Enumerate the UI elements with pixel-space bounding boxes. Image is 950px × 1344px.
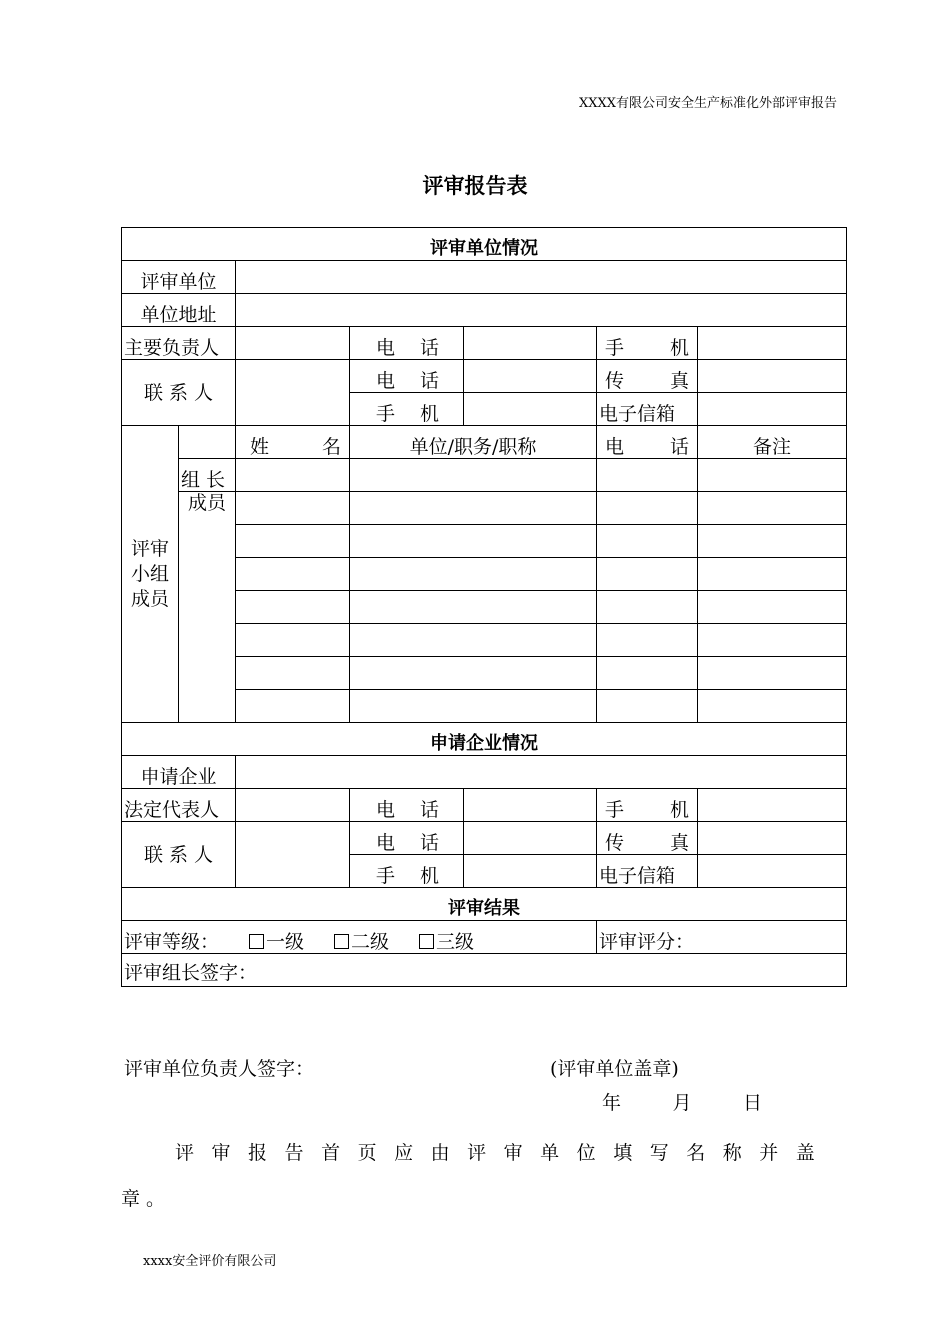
note-char: 页	[357, 1142, 377, 1164]
team-cell[interactable]	[236, 558, 350, 591]
team-cell[interactable]	[597, 624, 698, 657]
members-label: 成员	[179, 492, 236, 723]
company-value[interactable]	[236, 756, 847, 789]
team-cell[interactable]	[698, 624, 847, 657]
applicant-mobile-label: 手 机	[350, 855, 464, 888]
position-header: 单位/职务/职称	[350, 426, 597, 459]
note-char: 填	[613, 1142, 633, 1164]
team-cell[interactable]	[698, 525, 847, 558]
applicant-phone-value[interactable]	[464, 822, 597, 855]
applicant-contact-value[interactable]	[236, 822, 350, 888]
review-level-label: 评审等级：	[124, 931, 220, 953]
legal-rep-mobile-value[interactable]	[698, 789, 847, 822]
team-cell[interactable]	[350, 459, 597, 492]
note-char: 由	[430, 1142, 450, 1164]
team-cell[interactable]	[350, 591, 597, 624]
team-cell[interactable]	[350, 690, 597, 723]
applicant-mobile-value[interactable]	[464, 855, 597, 888]
level-option-2[interactable]: 二级	[334, 931, 389, 953]
contact-email-label: 电子信箱	[597, 393, 698, 426]
note-char: 告	[284, 1142, 304, 1164]
note-char: 称	[722, 1142, 742, 1164]
level-option-3[interactable]: 三级	[419, 931, 474, 953]
contact-value[interactable]	[236, 360, 350, 426]
unit-address-value[interactable]	[236, 294, 847, 327]
contact-fax-value[interactable]	[698, 360, 847, 393]
note-char: 审	[503, 1142, 523, 1164]
legal-rep-label: 法定代表人	[122, 789, 236, 822]
note-char: 应	[394, 1142, 414, 1164]
running-header: XXXX有限公司安全生产标准化外部评审报告	[578, 96, 837, 111]
signature-area[interactable]	[122, 954, 847, 1114]
applicant-fax-label: 传 真	[597, 822, 698, 855]
instruction-note-tail: 章 。	[121, 1188, 166, 1210]
unit-address-label: 单位地址	[122, 294, 236, 327]
team-cell[interactable]	[236, 459, 350, 492]
team-cell[interactable]	[236, 591, 350, 624]
name-header: 姓 名	[236, 426, 350, 459]
note-char: 名	[686, 1142, 706, 1164]
contact-mobile-value[interactable]	[464, 393, 597, 426]
legal-rep-mobile-label: 手 机	[597, 789, 698, 822]
team-cell[interactable]	[698, 558, 847, 591]
note-char: 评	[467, 1142, 487, 1164]
date-line: 年 月 日	[602, 1092, 762, 1114]
team-cell[interactable]	[350, 624, 597, 657]
team-cell[interactable]	[236, 657, 350, 690]
contact-phone-value[interactable]	[464, 360, 597, 393]
level-option-1[interactable]: 一级	[249, 931, 304, 953]
document-title: 评审报告表	[422, 174, 528, 198]
team-role-header	[179, 426, 236, 459]
team-cell[interactable]	[350, 492, 597, 525]
note-char: 首	[321, 1142, 341, 1164]
note-char: 并	[759, 1142, 779, 1164]
head-mobile-label: 手 机	[597, 327, 698, 360]
note-char: 报	[248, 1142, 268, 1164]
review-score-label[interactable]: 评审评分：	[597, 921, 847, 954]
team-cell[interactable]	[597, 525, 698, 558]
head-phone-value[interactable]	[464, 327, 597, 360]
note-char: 写	[649, 1142, 669, 1164]
team-cell[interactable]	[597, 558, 698, 591]
team-cell[interactable]	[236, 690, 350, 723]
team-cell[interactable]	[236, 525, 350, 558]
section-title-result: 评审结果	[122, 888, 847, 921]
company-label: 申请企业	[122, 756, 236, 789]
head-phone-label: 电 话	[350, 327, 464, 360]
seal-note: (评审单位盖章)	[550, 1058, 679, 1080]
team-cell[interactable]	[236, 624, 350, 657]
team-cell[interactable]	[698, 657, 847, 690]
team-cell[interactable]	[597, 459, 698, 492]
head-mobile-value[interactable]	[698, 327, 847, 360]
applicant-phone-label: 电 话	[350, 822, 464, 855]
team-cell[interactable]	[597, 591, 698, 624]
head-value[interactable]	[236, 327, 350, 360]
contact-label: 联 系 人	[122, 360, 236, 426]
contact-fax-label: 传 真	[597, 360, 698, 393]
legal-rep-phone-label: 电 话	[350, 789, 464, 822]
team-cell[interactable]	[698, 459, 847, 492]
team-cell[interactable]	[236, 492, 350, 525]
checkbox-icon[interactable]	[249, 934, 264, 949]
team-cell[interactable]	[350, 525, 597, 558]
contact-email-value[interactable]	[698, 393, 847, 426]
review-unit-label: 评审单位	[122, 261, 236, 294]
leader-label: 组 长	[179, 459, 236, 492]
note-char: 评	[175, 1142, 195, 1164]
team-cell[interactable]	[698, 492, 847, 525]
review-level-row	[122, 921, 597, 954]
section-title-applicant: 申请企业情况	[122, 723, 847, 756]
legal-rep-value[interactable]	[236, 789, 350, 822]
head-label: 主要负责人	[122, 327, 236, 360]
team-cell[interactable]	[597, 690, 698, 723]
leader-signature-label: 评审组长签字：	[124, 962, 258, 984]
remark-header: 备注	[698, 426, 847, 459]
team-cell[interactable]	[350, 558, 597, 591]
applicant-contact-label: 联 系 人	[122, 822, 236, 888]
footer-company: xxxx安全评价有限公司	[143, 1254, 277, 1269]
applicant-email-label: 电子信箱	[597, 855, 698, 888]
checkbox-icon[interactable]	[334, 934, 349, 949]
team-cell[interactable]	[597, 492, 698, 525]
section-title-review-unit: 评审单位情况	[122, 228, 847, 261]
review-report-form	[121, 227, 847, 1114]
note-char: 位	[576, 1142, 596, 1164]
contact-mobile-label: 手 机	[350, 393, 464, 426]
review-team-label: 评审 小组 成员	[122, 426, 179, 723]
team-cell[interactable]	[597, 657, 698, 690]
note-char: 审	[211, 1142, 231, 1164]
checkbox-icon[interactable]	[419, 934, 434, 949]
contact-phone-label: 电 话	[350, 360, 464, 393]
note-char: 盖	[795, 1142, 815, 1164]
review-unit-value[interactable]	[236, 261, 847, 294]
instruction-note	[175, 1138, 815, 1165]
team-cell[interactable]	[698, 591, 847, 624]
applicant-fax-value[interactable]	[698, 822, 847, 855]
team-phone-header: 电 话	[597, 426, 698, 459]
team-cell[interactable]	[350, 657, 597, 690]
applicant-email-value[interactable]	[698, 855, 847, 888]
note-char: 单	[540, 1142, 560, 1164]
legal-rep-phone-value[interactable]	[464, 789, 597, 822]
unit-head-signature-label: 评审单位负责人签字：	[124, 1058, 315, 1080]
team-cell[interactable]	[698, 690, 847, 723]
